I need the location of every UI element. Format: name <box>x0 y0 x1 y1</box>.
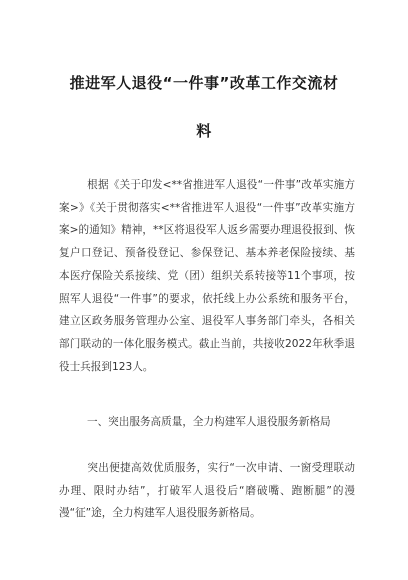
body-paragraph-1 <box>59 174 355 378</box>
body-paragraph-2-text: 突出便捷高效优质服务，实行“一次申请、一窗受理联动办理、限时办结”，打破军人退役后“磨破嘴、跑断腿”的漫漫“征”途，全力构建军人退役服务新格局。 <box>59 462 355 520</box>
section-heading-1 <box>59 411 355 434</box>
section-heading-1-text: 一、突出服务高质量，全力构建军人退役服务新格局 <box>87 416 331 428</box>
document-title-line-2: 料 <box>196 122 212 140</box>
document-title-line-1: 推进军人退役“一件事”改革工作交流材 <box>69 74 339 92</box>
body-paragraph-2 <box>59 457 355 525</box>
body-paragraph-1-text: 根据《关于印发<**省推进军人退役“一件事”改革实施方案>》《关于贯彻落实<**省推进军人退役“一件事”改革实施方案>的通知》精神，**区将退役军人返乡需要办理退役报到、恢复户口登记、预备役登记、参保登记、基本养老保险接续、基本医疗保险关系接续、党（团）组织关系转接等11个事项，按照军人退役“一件事”的要求，依托线上办公系统和服务平台，建立区政务服务管理办公室、退役军人事务部门牵头，各相关部门联动的一体化服务模式。截止当前，共接收2022年秋季退役士兵报到123人。 <box>59 179 355 373</box>
